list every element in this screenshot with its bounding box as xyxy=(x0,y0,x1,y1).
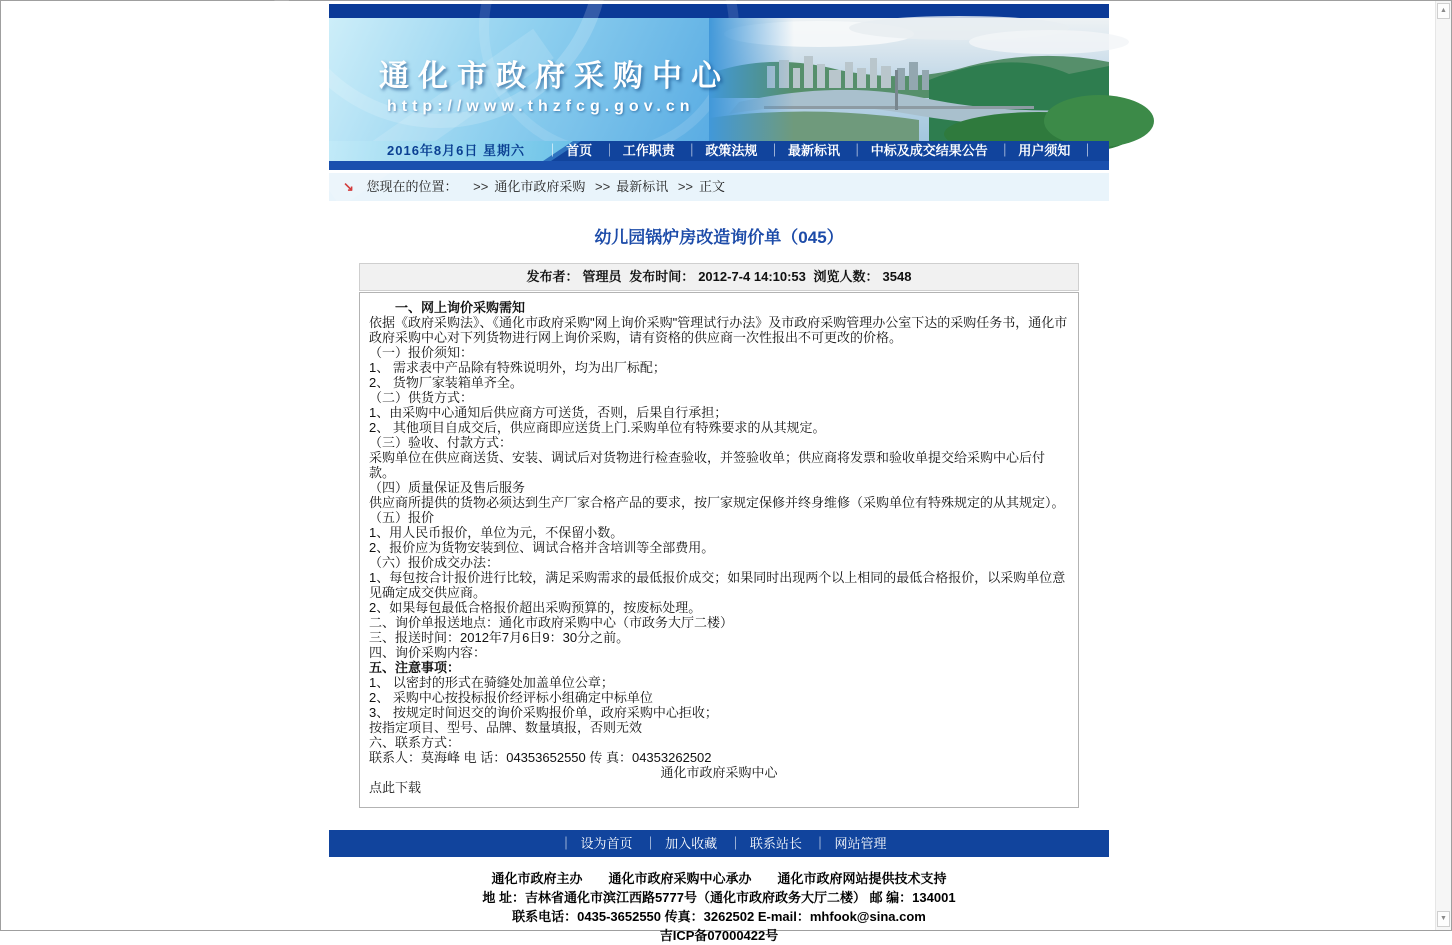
breadcrumb-link[interactable]: 通化市政府采购 xyxy=(494,179,586,194)
nav-item-list xyxy=(539,143,1074,158)
views-label: 浏览人数： xyxy=(813,269,879,284)
article-text-line: （一）报价须知： xyxy=(369,345,474,360)
nav-menu-item[interactable] xyxy=(596,143,675,158)
nav-menu-item-label[interactable]: 中标及成交结果公告 xyxy=(870,143,988,158)
footer-link-item[interactable] xyxy=(721,836,802,851)
scroll-up-icon: ▲ xyxy=(1440,7,1447,14)
article-text-line: （六）报价成交办法： xyxy=(369,555,500,570)
article-text-line: （五）报价 xyxy=(369,510,435,525)
breadcrumb-separator: >> xyxy=(677,179,694,194)
article-text-line: 供应商所提供的货物必须达到生产厂家合格产品的要求，按厂家规定保修并终身维修（采购单位有特殊规定的从其规定）。 xyxy=(369,495,1065,510)
nav-menu-item-label[interactable]: 最新标讯 xyxy=(788,143,841,158)
nav-separator: ｜ xyxy=(1080,143,1094,158)
footer-link-list xyxy=(552,836,887,851)
site-title: 通化市政府采购中心 xyxy=(379,60,730,93)
footer-info-line: 联系电话：0435-3652550 传真：3262502 E-mail：mhfook@sina.com xyxy=(512,909,926,924)
nav-menu-item[interactable] xyxy=(844,143,988,158)
nav-menu xyxy=(539,141,1101,161)
publisher-value: 管理员 xyxy=(582,269,622,284)
breadcrumb-separator: >> xyxy=(473,179,489,194)
article-text-line: 1、 需求表中产品除有特殊说明外，均为出厂标配； xyxy=(369,360,666,375)
article-text-line: 1、用人民币报价，单位为元，不保留小数。 xyxy=(369,525,624,540)
scroll-down-icon: ▼ xyxy=(1440,915,1447,922)
breadcrumb-link[interactable]: 正文 xyxy=(699,179,726,194)
article-text-line: 1、每包按合计报价进行比较，满足采购需求的最低报价成交；如果同时出现两个以上相同的最低合格报价，以采购单位意见确定成交供应商。 xyxy=(369,570,1066,600)
article-text-line: 通化市政府采购中心 xyxy=(660,765,778,780)
article-text-line: 五、注意事项： xyxy=(369,660,461,675)
nav-menu-item[interactable] xyxy=(991,143,1070,158)
nav-menu-item-label[interactable]: 首页 xyxy=(566,143,593,158)
nav-separator: ｜ xyxy=(602,143,616,158)
footer-link[interactable]: 联系站长 xyxy=(749,836,802,851)
nav-separator: ｜ xyxy=(685,143,699,158)
footer-separator: ｜ xyxy=(559,836,573,851)
breadcrumb-link[interactable]: 最新标讯 xyxy=(616,179,669,194)
nav-separator: ｜ xyxy=(546,143,560,158)
nav-menu-item[interactable] xyxy=(678,143,757,158)
article-text-line: 2、 采购中心按投标报价经评标小组确定中标单位 xyxy=(369,690,653,705)
site-banner xyxy=(329,18,1109,141)
article-text-line: 按指定项目、型号、品牌、数量填报，否则无效 xyxy=(369,720,643,735)
nav-menu-item[interactable] xyxy=(539,143,592,158)
article-text-line[interactable]: 点此下载 xyxy=(369,780,422,795)
site-column xyxy=(329,1,1109,945)
article-text-line: 2、报价应为货物安装到位、调试合格并含培训等全部费用。 xyxy=(369,540,715,555)
current-date: 2016年8月6日 星期六 xyxy=(387,143,525,158)
article-meta-bar xyxy=(359,263,1079,291)
article-text-line: 2、 货物厂家装箱单齐全。 xyxy=(369,375,523,390)
nav-separator: ｜ xyxy=(850,143,864,158)
footer-link-item[interactable] xyxy=(805,836,886,851)
article-text-line: （四）质量保证及售后服务 xyxy=(369,480,526,495)
footer-link[interactable]: 设为首页 xyxy=(580,836,633,851)
location-arrow-icon: ↘ xyxy=(343,179,354,194)
article-text-line: 二、询价单报送地点：通化市政府采购中心（市政务大厅二楼） xyxy=(369,615,734,630)
article-text-line: 依据《政府采购法》、《通化市政府采购"网上询价采购"管理试行办法》及市政府采购管理办公室下达的采购任务书，通化市政府采购中心对下列货物进行网上询价采购，请有资格的供应商一次性报出不可更改的价格。 xyxy=(369,315,1068,345)
nav-menu-item-label[interactable]: 工作职责 xyxy=(622,143,675,158)
main-navbar xyxy=(329,141,1109,170)
footer-link-bar xyxy=(329,830,1109,857)
nav-separator: ｜ xyxy=(998,143,1012,158)
footer-link-item[interactable] xyxy=(552,836,633,851)
footer-info-line: 通化市政府主办 通化市政府采购中心承办 通化市政府网站提供技术支持 xyxy=(491,871,947,886)
article-text-line: 六、联系方式： xyxy=(369,735,461,750)
page-title: 幼儿园锅炉房改造询价单（045） xyxy=(594,228,844,247)
views-value: 3548 xyxy=(882,269,912,284)
breadcrumb-label: 您现在的位置： xyxy=(366,179,458,194)
breadcrumb-item xyxy=(467,179,585,194)
article-text-line: 1、由采购中心通知后供应商方可送货，否则，后果自行承担； xyxy=(369,405,728,420)
article-text-line: 2、如果每包最低合格报价超出采购预算的，按废标处理。 xyxy=(369,600,702,615)
footer-link[interactable]: 加入收藏 xyxy=(665,836,718,851)
article-text-line: 3、 按规定时间迟交的询价采购报价单，政府采购中心拒收； xyxy=(369,705,718,720)
cityscape-photo xyxy=(709,18,1109,141)
breadcrumb-item xyxy=(589,179,668,194)
publisher-label: 发布者： xyxy=(526,269,579,284)
article-text-line: 2、 其他项目自成交后，供应商即应送货上门.采购单位有特殊要求的从其规定。 xyxy=(369,420,826,435)
nav-menu-item[interactable] xyxy=(761,143,840,158)
article-text-line: 一、网上询价采购需知 xyxy=(395,300,526,315)
nav-menu-item-label[interactable]: 用户须知 xyxy=(1018,143,1071,158)
vertical-scrollbar[interactable] xyxy=(1435,1,1451,930)
footer-info xyxy=(329,857,1109,945)
footer-separator: ｜ xyxy=(728,836,742,851)
article-text-line: 三、报送时间：2012年7月6日9：30分之前。 xyxy=(369,630,630,645)
footer-link-item[interactable] xyxy=(636,836,717,851)
footer-info-line: 地 址：吉林省通化市滨江西路5777号（通化市政府政务大厅二楼） 邮 编：134001 xyxy=(482,890,956,905)
article-body xyxy=(359,292,1079,808)
site-url: http://www.thzfcg.gov.cn xyxy=(387,98,695,115)
publish-time-value: 2012-7-4 14:10:53 xyxy=(698,269,806,284)
article-text-line: 采购单位在供应商送货、安装、调试后对货物进行检查验收，并签验收单；供应商将发票和验收单提交给采购中心后付款。 xyxy=(369,450,1046,480)
scroll-down-button[interactable] xyxy=(1437,911,1450,927)
article-text-line: （三）验收、付款方式： xyxy=(369,435,513,450)
footer-link[interactable]: 网站管理 xyxy=(834,836,887,851)
breadcrumb xyxy=(329,173,1109,201)
breadcrumb-item xyxy=(672,179,725,194)
scroll-up-button[interactable] xyxy=(1437,3,1450,19)
nav-separator: ｜ xyxy=(768,143,782,158)
nav-menu-item-label[interactable]: 政策法规 xyxy=(705,143,758,158)
footer-separator: ｜ xyxy=(813,836,827,851)
article-text-line: 1、 以密封的形式在骑缝处加盖单位公章； xyxy=(369,675,614,690)
article-text-line: 四、询价采购内容： xyxy=(369,645,487,660)
footer-info-line: 吉ICP备07000422号 xyxy=(659,928,779,943)
footer-separator: ｜ xyxy=(644,836,658,851)
breadcrumb-path xyxy=(467,179,725,194)
publish-time-label: 发布时间： xyxy=(629,269,695,284)
navbar-bottom-strip xyxy=(329,161,1109,170)
breadcrumb-separator: >> xyxy=(595,179,611,194)
article-text-line: （二）供货方式： xyxy=(369,390,474,405)
article-text-line: 联系人：莫海峰 电 话：04353652550 传 真：04353262502 xyxy=(369,750,712,765)
